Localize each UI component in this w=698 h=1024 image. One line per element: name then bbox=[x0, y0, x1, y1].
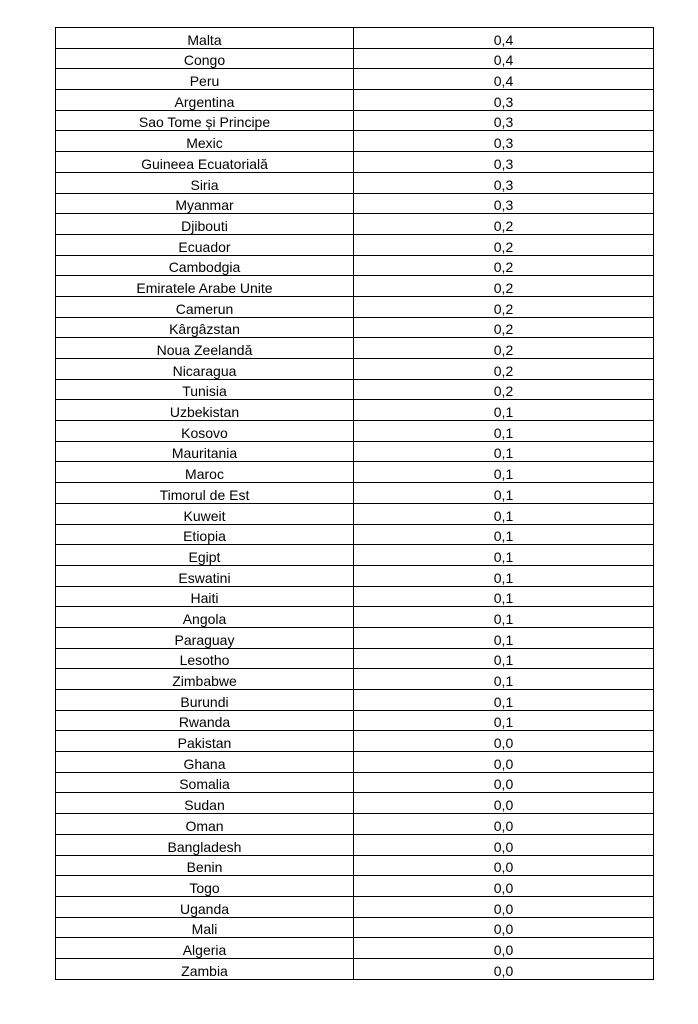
table-row bbox=[56, 276, 654, 297]
table-row bbox=[56, 669, 654, 690]
value-cell: 0,0 bbox=[354, 834, 654, 855]
value-cell: 0,0 bbox=[354, 793, 654, 814]
value-cell: 0,0 bbox=[354, 855, 654, 876]
table-row bbox=[56, 193, 654, 214]
value-cell: 0,2 bbox=[354, 317, 654, 338]
country-cell: Burundi bbox=[56, 690, 354, 711]
value-cell: 0,1 bbox=[354, 586, 654, 607]
country-cell: Mauritania bbox=[56, 441, 354, 462]
value-cell: 0,0 bbox=[354, 958, 654, 979]
value-cell: 0,0 bbox=[354, 896, 654, 917]
table-row bbox=[56, 648, 654, 669]
value-cell: 0,2 bbox=[354, 296, 654, 317]
table-row bbox=[56, 772, 654, 793]
country-cell: Zambia bbox=[56, 958, 354, 979]
country-cell: Kosovo bbox=[56, 421, 354, 442]
table-row bbox=[56, 379, 654, 400]
table-row bbox=[56, 400, 654, 421]
table-row bbox=[56, 917, 654, 938]
table-row bbox=[56, 690, 654, 711]
table-row bbox=[56, 28, 654, 49]
value-cell: 0,1 bbox=[354, 483, 654, 504]
table-row bbox=[56, 938, 654, 959]
table-row bbox=[56, 896, 654, 917]
country-cell: Myanmar bbox=[56, 193, 354, 214]
value-cell: 0,1 bbox=[354, 690, 654, 711]
country-cell: Oman bbox=[56, 814, 354, 835]
country-cell: Emiratele Arabe Unite bbox=[56, 276, 354, 297]
country-cell: Guineea Ecuatorială bbox=[56, 152, 354, 173]
value-cell: 0,1 bbox=[354, 441, 654, 462]
table-row bbox=[56, 359, 654, 380]
country-cell: Mali bbox=[56, 917, 354, 938]
country-cell: Rwanda bbox=[56, 710, 354, 731]
value-cell: 0,3 bbox=[354, 172, 654, 193]
country-cell: Uzbekistan bbox=[56, 400, 354, 421]
country-cell: Etiopia bbox=[56, 524, 354, 545]
table-row bbox=[56, 627, 654, 648]
value-cell: 0,0 bbox=[354, 876, 654, 897]
country-cell: Argentina bbox=[56, 90, 354, 111]
table-row bbox=[56, 317, 654, 338]
country-cell: Djibouti bbox=[56, 214, 354, 235]
country-cell: Timorul de Est bbox=[56, 483, 354, 504]
table-row bbox=[56, 586, 654, 607]
table-row bbox=[56, 421, 654, 442]
value-cell: 0,1 bbox=[354, 648, 654, 669]
table-row bbox=[56, 131, 654, 152]
value-cell: 0,3 bbox=[354, 90, 654, 111]
table-row bbox=[56, 255, 654, 276]
country-cell: Ecuador bbox=[56, 234, 354, 255]
table-row bbox=[56, 462, 654, 483]
table-row bbox=[56, 710, 654, 731]
table-row bbox=[56, 172, 654, 193]
table-row bbox=[56, 90, 654, 111]
country-cell: Nicaragua bbox=[56, 359, 354, 380]
country-cell: Haiti bbox=[56, 586, 354, 607]
country-cell: Malta bbox=[56, 28, 354, 49]
value-cell: 0,1 bbox=[354, 669, 654, 690]
country-cell: Pakistan bbox=[56, 731, 354, 752]
value-cell: 0,1 bbox=[354, 462, 654, 483]
table-body bbox=[56, 28, 654, 980]
value-cell: 0,0 bbox=[354, 917, 654, 938]
country-cell: Egipt bbox=[56, 545, 354, 566]
country-cell: Noua Zeelandă bbox=[56, 338, 354, 359]
table-row bbox=[56, 214, 654, 235]
table-row bbox=[56, 731, 654, 752]
table-row bbox=[56, 152, 654, 173]
country-cell: Bangladesh bbox=[56, 834, 354, 855]
table-row bbox=[56, 876, 654, 897]
value-cell: 0,0 bbox=[354, 938, 654, 959]
value-cell: 0,4 bbox=[354, 48, 654, 69]
table-row bbox=[56, 296, 654, 317]
country-cell: Siria bbox=[56, 172, 354, 193]
table-row bbox=[56, 545, 654, 566]
country-cell: Algeria bbox=[56, 938, 354, 959]
value-cell: 0,0 bbox=[354, 814, 654, 835]
value-cell: 0,0 bbox=[354, 752, 654, 773]
country-cell: Maroc bbox=[56, 462, 354, 483]
value-cell: 0,1 bbox=[354, 627, 654, 648]
value-cell: 0,2 bbox=[354, 276, 654, 297]
country-cell: Peru bbox=[56, 69, 354, 90]
country-cell: Angola bbox=[56, 607, 354, 628]
country-cell: Kârgâzstan bbox=[56, 317, 354, 338]
table-row bbox=[56, 338, 654, 359]
table-row bbox=[56, 607, 654, 628]
country-cell: Camerun bbox=[56, 296, 354, 317]
value-cell: 0,4 bbox=[354, 69, 654, 90]
country-cell: Uganda bbox=[56, 896, 354, 917]
value-cell: 0,1 bbox=[354, 503, 654, 524]
value-cell: 0,4 bbox=[354, 28, 654, 49]
country-cell: Benin bbox=[56, 855, 354, 876]
value-cell: 0,1 bbox=[354, 565, 654, 586]
value-cell: 0,3 bbox=[354, 110, 654, 131]
value-cell: 0,1 bbox=[354, 421, 654, 442]
table-row bbox=[56, 110, 654, 131]
country-cell: Sao Tome și Principe bbox=[56, 110, 354, 131]
value-cell: 0,2 bbox=[354, 359, 654, 380]
table-row bbox=[56, 855, 654, 876]
country-value-table bbox=[55, 27, 654, 980]
value-cell: 0,1 bbox=[354, 545, 654, 566]
value-cell: 0,2 bbox=[354, 338, 654, 359]
country-cell: Sudan bbox=[56, 793, 354, 814]
table-row bbox=[56, 441, 654, 462]
table-row bbox=[56, 814, 654, 835]
country-cell: Cambodgia bbox=[56, 255, 354, 276]
country-cell: Paraguay bbox=[56, 627, 354, 648]
table-row bbox=[56, 958, 654, 979]
country-cell: Congo bbox=[56, 48, 354, 69]
country-cell: Somalia bbox=[56, 772, 354, 793]
value-cell: 0,2 bbox=[354, 379, 654, 400]
country-cell: Tunisia bbox=[56, 379, 354, 400]
table-row bbox=[56, 793, 654, 814]
table-row bbox=[56, 69, 654, 90]
value-cell: 0,1 bbox=[354, 400, 654, 421]
country-cell: Zimbabwe bbox=[56, 669, 354, 690]
table-row bbox=[56, 524, 654, 545]
value-cell: 0,2 bbox=[354, 234, 654, 255]
value-cell: 0,3 bbox=[354, 131, 654, 152]
table-row bbox=[56, 234, 654, 255]
table-row bbox=[56, 834, 654, 855]
table-row bbox=[56, 565, 654, 586]
table-row bbox=[56, 752, 654, 773]
country-cell: Lesotho bbox=[56, 648, 354, 669]
country-cell: Kuweit bbox=[56, 503, 354, 524]
country-cell: Eswatini bbox=[56, 565, 354, 586]
table-row bbox=[56, 503, 654, 524]
table-row bbox=[56, 483, 654, 504]
value-cell: 0,3 bbox=[354, 152, 654, 173]
value-cell: 0,1 bbox=[354, 710, 654, 731]
value-cell: 0,1 bbox=[354, 524, 654, 545]
value-cell: 0,3 bbox=[354, 193, 654, 214]
value-cell: 0,2 bbox=[354, 214, 654, 235]
country-cell: Mexic bbox=[56, 131, 354, 152]
country-cell: Ghana bbox=[56, 752, 354, 773]
value-cell: 0,1 bbox=[354, 607, 654, 628]
value-cell: 0,2 bbox=[354, 255, 654, 276]
value-cell: 0,0 bbox=[354, 772, 654, 793]
value-cell: 0,0 bbox=[354, 731, 654, 752]
country-cell: Togo bbox=[56, 876, 354, 897]
table-row bbox=[56, 48, 654, 69]
